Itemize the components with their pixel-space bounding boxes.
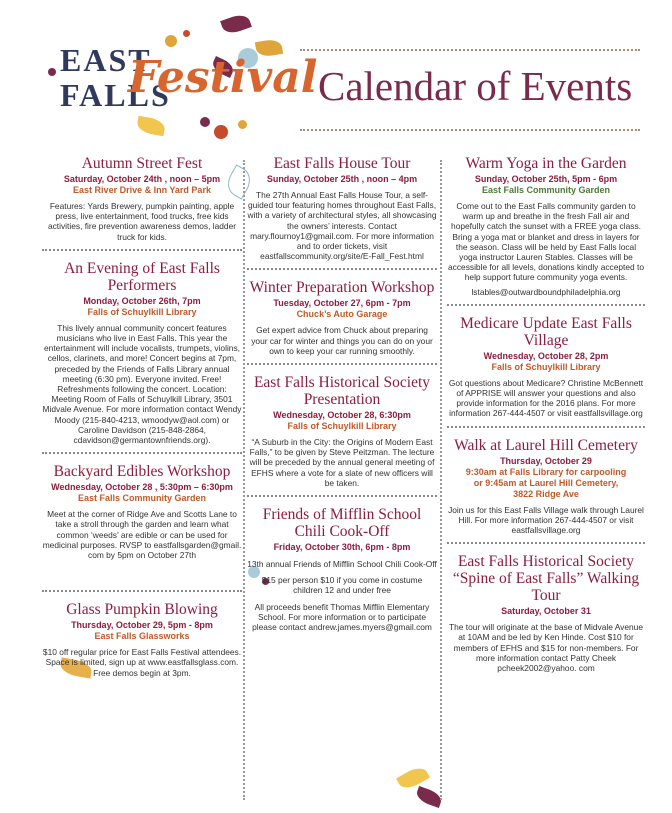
section-divider (447, 304, 645, 306)
section-divider (42, 249, 242, 251)
column-right (447, 155, 645, 673)
event-description: $10 off regular price for East Falls Festival attendees. Space is limited, sign up at www.eastfallsglass.com. Free demos begin at 3pm. (42, 647, 242, 678)
section-divider (42, 590, 242, 592)
event-title: Backyard Edibles Workshop (53, 463, 231, 481)
event-description: Get expert advice from Chuck about preparing your car for winter and things you can do on your own to keep your car running smoothly. (251, 325, 433, 356)
event-title: East Falls House Tour (273, 155, 411, 172)
event-datetime: Saturday, October 31 (501, 606, 591, 617)
logo-festival-text: Festival (128, 52, 318, 103)
column-divider (440, 160, 442, 800)
decor-dot-icon (183, 30, 190, 37)
section-divider (447, 426, 645, 428)
column-divider (243, 160, 245, 800)
event-location: Falls of Schuylkill Library (287, 421, 397, 432)
event-datetime: Monday, October 26th, 7pm (83, 295, 201, 306)
event-title: An Evening of East Falls Performers (64, 259, 220, 294)
event-description: This lively annual community concert features musicians who live in East Falls. This year the entertainment will include vocalists, trumpets, violins, cellos, clarinets, and more! Concert begins at 7pm, preceded by the Friends of Falls Library annual meeting (6:30 pm). Everyone invited. Free! Refreshments following the concert. Location: Meeting Room of Falls of Schuylkill Library, 3501 Midvale Avenue. For more information contact Wendy Moody (215-840-4213, wmoodyw@aol.com) or Caroline Davidson (215-848-2864, cdavidson@germantownfriends.org). (42, 322, 242, 446)
event-winter-prep (247, 279, 437, 356)
event-datetime: Saturday, October 24th , noon – 5pm (63, 174, 221, 184)
section-divider (247, 495, 437, 497)
event-location: East Falls Community Garden (77, 493, 207, 504)
event-location: East Falls Community Garden (481, 185, 611, 195)
event-pricing: $15 per person $10 if you come in costume children 12 and under free (261, 575, 423, 596)
event-location: Chuck’s Auto Garage (296, 309, 388, 320)
event-description: The 27th Annual East Falls House Tour, a self-guided tour featuring homes throughout East Falls, with a variety of architectural styles, all showcasing the owners’ interests. Contact mary.flournoy1@gmail.com. For more information and to order tickets, visit eastfallscommunity.org/site/E-Fall_Fest.html (247, 190, 437, 262)
event-description: 13th annual Friends of Mifflin School Chili Cook-Off (247, 559, 437, 570)
event-backyard-edibles (42, 463, 242, 560)
event-title: Warm Yoga in the Garden (465, 155, 627, 172)
event-title: Autumn Street Fest (81, 155, 203, 172)
event-historical-presentation (247, 374, 437, 488)
event-description: “A Suburb in the City: the Origins of Modern East Falls,” to be given by Steve Peitzman. The lecture will be preceded by the annual general meeting of EFHS where a vote for a slate of new officers will be taken. (249, 437, 435, 488)
event-location-cemetery: or 9:45am at Laurel Hill Cemetery, (473, 477, 619, 488)
logo-falls-text: FALLS (60, 77, 171, 113)
event-title: East Falls Historical Society Presentation (253, 374, 431, 409)
event-autumn-street-fest (42, 155, 242, 242)
event-datetime: Thursday, October 29, 5pm - 8pm (71, 620, 213, 631)
event-datetime: Sunday, October 25th , noon – 4pm (266, 174, 418, 184)
event-title: Walk at Laurel Hill Cemetery (454, 436, 638, 454)
event-description: Meet at the corner of Ridge Ave and Scotts Lane to take a stroll through the garden and learn what common ‘weeds’ are edible or can be used for medicinal purposes. RVSP to eastfallsgarden@gmail. com by 5pm on October 27th (42, 509, 242, 561)
event-contact: All proceeds benefit Thomas Mifflin Elementary School. For more information or to participate please contact andrew.james.myers@gmail.com (252, 601, 432, 633)
event-datetime: Sunday, October 25th, 5pm - 6pm (474, 174, 618, 184)
event-location: Falls of Schuylkill Library (491, 361, 601, 372)
logo-east-text: EAST (60, 42, 152, 78)
event-medicare-update (447, 315, 645, 419)
column-left (42, 155, 242, 678)
event-datetime: Friday, October 30th, 6pm - 8pm (273, 542, 411, 553)
event-datetime: Thursday, October 29 (500, 455, 592, 466)
event-chili-cookoff (247, 506, 437, 632)
event-email: lstables@outwardboundphiladelphia.org (471, 286, 621, 297)
section-divider (247, 268, 437, 270)
event-location: East Falls Glassworks (94, 631, 190, 642)
event-description: Features: Yards Brewery, pumpkin painting, apple press, live entertainment, food trucks, free kids activities, fire prevention awareness demos, ladder truck for kids. (47, 201, 237, 242)
event-description: The tour will originate at the base of Midvale Avenue at 10AM and be led by Ken Hinde. Cost $10 for members of EFHS and $15 for non-members. For more information contact Patty Cheek pcheek2002@yahoo. com (449, 622, 643, 674)
header-divider-top (300, 49, 640, 51)
section-divider (42, 452, 242, 454)
leaf-icon (220, 12, 252, 37)
event-laurel-hill-walk (447, 437, 645, 536)
event-evening-performers (42, 260, 242, 445)
event-datetime: Tuesday, October 27, 6pm - 7pm (273, 298, 411, 309)
header (0, 0, 672, 150)
event-datetime: Wednesday, October 28, 6:30pm (273, 410, 411, 421)
leaf-icon (136, 116, 166, 137)
decor-dot-icon (238, 120, 247, 129)
event-title: Winter Preparation Workshop (249, 279, 435, 297)
decor-dot-icon (214, 125, 228, 139)
event-description: Got questions about Medicare? Christine McBennett of APPRISE will answer your questions and also provide information for the 2016 plans. For more information 267-444-4507 or visit eastfallsvillage.org (448, 377, 644, 419)
event-spine-walking-tour (447, 553, 645, 673)
header-divider-bottom (300, 129, 640, 131)
event-address: 3822 Ridge Ave (513, 488, 579, 499)
decor-dot-icon (48, 68, 56, 76)
section-divider (247, 363, 437, 365)
column-middle (247, 155, 437, 632)
event-title: Medicare Update East Falls Village (460, 314, 632, 349)
page-title: Calendar of Events (318, 63, 633, 109)
decor-dot-icon (200, 117, 210, 127)
event-warm-yoga (447, 155, 645, 297)
event-title: Glass Pumpkin Blowing (66, 601, 218, 619)
event-datetime: Wednesday, October 28 , 5:30pm – 6:30pm (51, 482, 233, 493)
event-title: East Falls Historical Society “Spine of East Falls” Walking Tour (452, 553, 640, 605)
event-description: Join us for this East Falls Village walk through Laurel Hill. For more information 267-444-4507 or visit eastfallsvillage.org (448, 504, 644, 536)
event-description: Come out to the East Falls community garden to warm up and breathe in the fresh Fall air and hopefully catch the sunset with a FREE yoga class. Bring a yoga mat or blanket and dress in layers for the season. Class will be held by East Falls local yoga instructor Lauren Stables. Classes will be accessible for all levels, donations kindly accepted to help support future community yoga events. (448, 201, 644, 283)
event-glass-pumpkin (42, 601, 242, 678)
event-location-carpool: 9:30am at Falls Library for carpooling (465, 466, 627, 477)
event-title: Friends of Mifflin School Chili Cook-Off (262, 506, 422, 541)
decor-dot-icon (165, 35, 177, 47)
section-divider (447, 542, 645, 544)
event-location: East River Drive & Inn Yard Park (73, 185, 211, 195)
event-datetime: Wednesday, October 28, 2pm (483, 350, 609, 361)
event-house-tour (247, 155, 437, 261)
event-location: Falls of Schuylkill Library (87, 306, 197, 317)
